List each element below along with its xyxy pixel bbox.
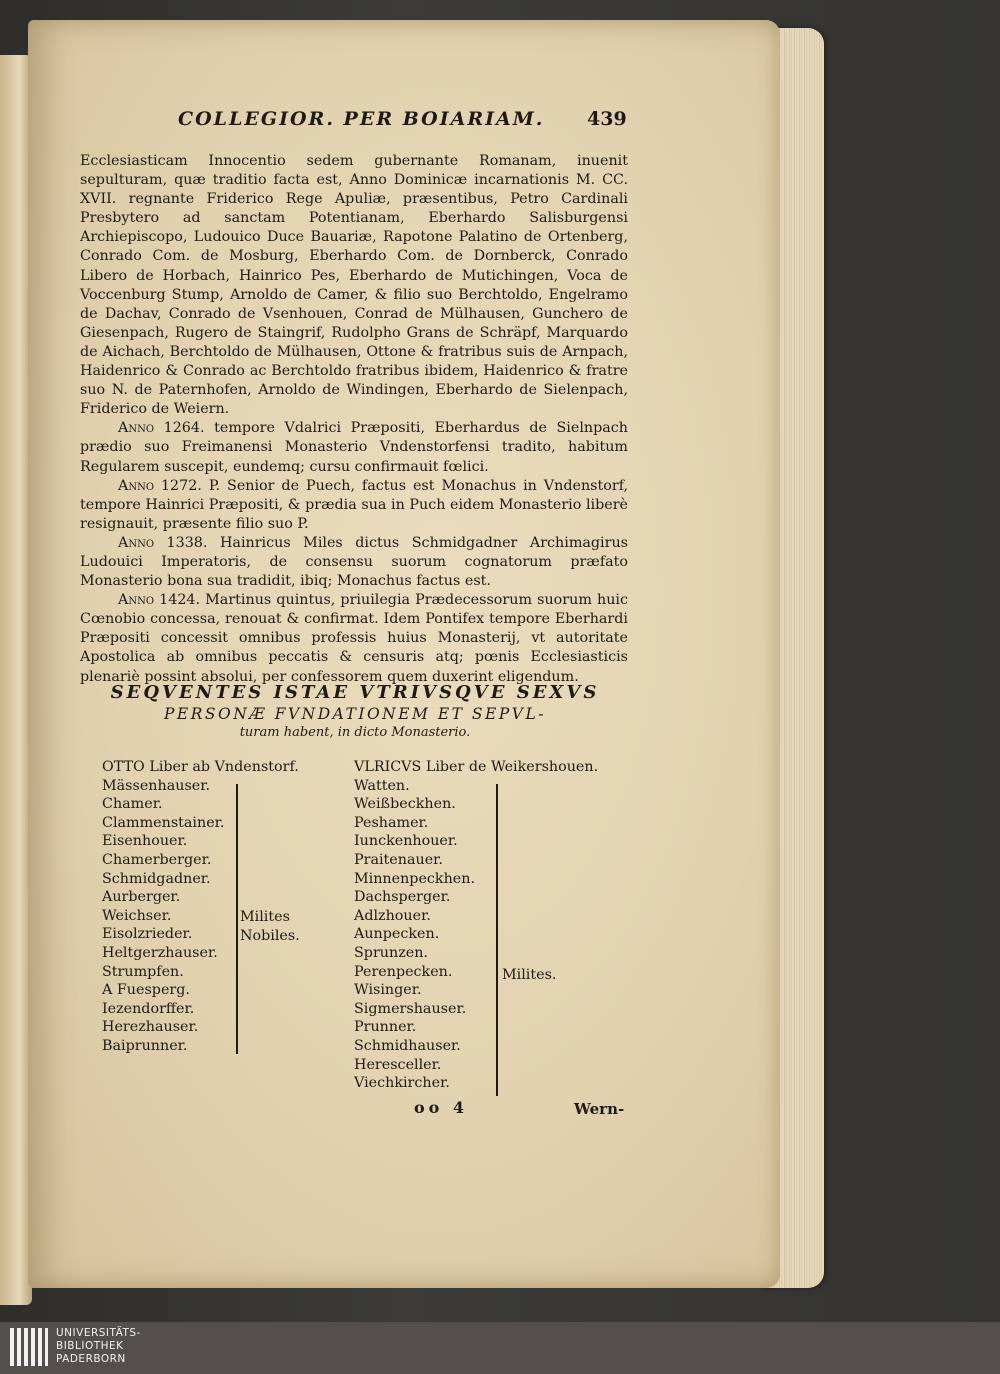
entry-year: Anno 1272. bbox=[118, 477, 202, 494]
entry-year: Anno 1424. bbox=[118, 592, 201, 609]
list-item: Schmidhauser. bbox=[354, 1037, 461, 1054]
entry-paragraph bbox=[80, 419, 628, 476]
library-name-line: UNIVERSITÄTS- bbox=[56, 1327, 141, 1339]
heading-line: SEQVENTES ISTAE VTRIVSQVE SEXVS bbox=[110, 682, 600, 703]
list-item: Baiprunner. bbox=[102, 1037, 188, 1054]
brace-label-nobiles: Nobiles. bbox=[240, 928, 300, 944]
list-item: Watten. bbox=[354, 777, 410, 794]
list-item: Strumpfen. bbox=[102, 963, 184, 980]
running-head: COLLEGIOR. PER BOIARIAM. bbox=[178, 108, 545, 130]
list-item: Heltgerzhauser. bbox=[102, 944, 218, 961]
main-text bbox=[80, 152, 628, 687]
left-brace bbox=[236, 784, 238, 1054]
list-item: Chamer. bbox=[102, 796, 163, 813]
entry-paragraph bbox=[80, 591, 628, 686]
list-item: Sprunzen. bbox=[354, 944, 428, 961]
library-name-line: BIBLIOTHEK bbox=[56, 1340, 124, 1352]
list-item: Mässenhauser. bbox=[102, 777, 211, 794]
library-logo-icon bbox=[8, 1326, 50, 1368]
list-item: Herezhauser. bbox=[102, 1019, 199, 1036]
list-item: Aurberger. bbox=[102, 889, 181, 906]
list-item: Prunner. bbox=[354, 1019, 417, 1036]
list-item: Peshamer. bbox=[354, 814, 429, 831]
list-item: Weißbeckhen. bbox=[354, 796, 456, 813]
list-item: Chamerberger. bbox=[102, 851, 212, 868]
opening-paragraph: Ecclesiasticam Innocentio sedem gubernante Romanam, inuenit sepulturam, quæ traditio facta est, Anno Dominicæ incarnationis M. CC. XVII. regnante Friderico Rege Apuliæ, præsentibus, Petro Cardinali Presbytero ad sanctam Potentianam, Eberhardo Salisburgensi Archiepiscopo, Ludouico Duce Bauariæ, Rapotone Palatino de Ortenberg, Conrado Com. de Mosburg, Eberhardo Com. de Dornberck, Conrado Libero de Horbach, Hainrico Pes, Eberhardo de Mutichingen, Voca de Voccenburg Stump, Arnoldo de Camer, & filio suo Berchtoldo, Engelramo de Dachav, Conrado de Vsenhouen, Conrad de Mülhausen, Gunchero de Giesenpach, Rugero de Staingrif, Rudolpho Grans de Schräpf, Marquardo de Aichach, Berchtoldo de Mülhausen, Ottone & fratribus suis de Arnpach, Haidenrico & Conrado ac Berchtoldo fratribus ibidem, Haidenrico & fratre suo N. de Paternhofen, Arnoldo de Windingen, Eberhardo de Sielenpach, Friderico de Weiern. bbox=[80, 153, 628, 418]
entry-text: P. Senior de Puech, factus est Monachus in Vndenstorf, tempore Hainrici Præpositi, & prædia sua in Puch eidem Monasterio liberè resignauit, præsente filio suo P. bbox=[80, 477, 629, 532]
list-item: Weichser. bbox=[102, 907, 172, 924]
list-item: Clammenstainer. bbox=[102, 814, 225, 831]
entry-paragraph bbox=[80, 477, 628, 534]
list-item: Aunpecken. bbox=[354, 926, 440, 943]
list-item: Viechkircher. bbox=[354, 1075, 450, 1092]
list-item: Praitenauer. bbox=[354, 851, 443, 868]
list-item: Dachsperger. bbox=[354, 889, 451, 906]
library-name bbox=[56, 1327, 141, 1366]
brace-label-milites: Milites bbox=[240, 909, 290, 925]
list-item: Eisenhouer. bbox=[102, 833, 188, 850]
signature-mark: oo 4 bbox=[414, 1098, 469, 1117]
left-name-list bbox=[102, 758, 299, 1056]
library-footer-bar bbox=[0, 1322, 1000, 1374]
heading-line: turam habent, in dicto Monasterio. bbox=[239, 725, 471, 740]
list-item: Schmidgadner. bbox=[102, 870, 211, 887]
right-name-list bbox=[354, 758, 598, 1093]
list-item: Iunckenhouer. bbox=[354, 833, 458, 850]
list-head: VLRICVS Liber de Weikershouen. bbox=[354, 759, 599, 775]
entry-text: Hainricus Miles dictus Schmidgadner Archimagirus Ludouici Imperatoris, de consensu suorum cognatorum præfato Monasterio bona sua tradidit, ibiq; Monachus factus est. bbox=[80, 534, 629, 590]
list-item: Wisinger. bbox=[354, 982, 422, 999]
section-heading bbox=[90, 682, 620, 742]
entry-text: tempore Vdalrici Præpositi, Eberhardus de Sielnpach prædio suo Freimanensi Monasterio Vndenstorfensi tradito, habitum Regularem suscepit, eundemq; cursu confirmauit fœlici. bbox=[80, 420, 629, 475]
list-item: A Fuesperg. bbox=[102, 982, 190, 999]
list-item: Eisolzrieder. bbox=[102, 926, 193, 943]
entry-text: Martinus quintus, priuilegia Prædecessorum suorum huic Cœnobio concessa, renouat & confirmat. Idem Pontifex tempore Eberhardi Præpositi concessit omnibus professis huius Monasterij, vt autoritate Apostolica ab omnibus peccatis & censuris atq; pœnis Ecclesiasticis plenariè possint absolui, per confessorem quem duxerint eligendum. bbox=[80, 592, 628, 685]
list-item: Iezendorffer. bbox=[102, 1000, 195, 1017]
list-item: Adlzhouer. bbox=[354, 907, 431, 924]
page-number: 439 bbox=[587, 108, 627, 130]
list-item: Heresceller. bbox=[354, 1056, 442, 1073]
list-item: Minnenpeckhen. bbox=[354, 870, 475, 887]
library-name-line: PADERBORN bbox=[56, 1353, 126, 1365]
heading-line: PERSONÆ FVNDATIONEM ET SEPVL- bbox=[163, 705, 547, 723]
list-head: OTTO Liber ab Vndenstorf. bbox=[102, 759, 299, 775]
catchword: Wern- bbox=[574, 1100, 625, 1118]
brace-label-milites: Milites. bbox=[502, 967, 557, 983]
entry-year: Anno 1338. bbox=[118, 534, 208, 551]
list-item: Sigmershauser. bbox=[354, 1000, 467, 1017]
entry-paragraph bbox=[80, 534, 628, 591]
list-item: Perenpecken. bbox=[354, 963, 453, 980]
right-brace bbox=[496, 784, 498, 1096]
entry-year: Anno 1264. bbox=[118, 420, 205, 437]
